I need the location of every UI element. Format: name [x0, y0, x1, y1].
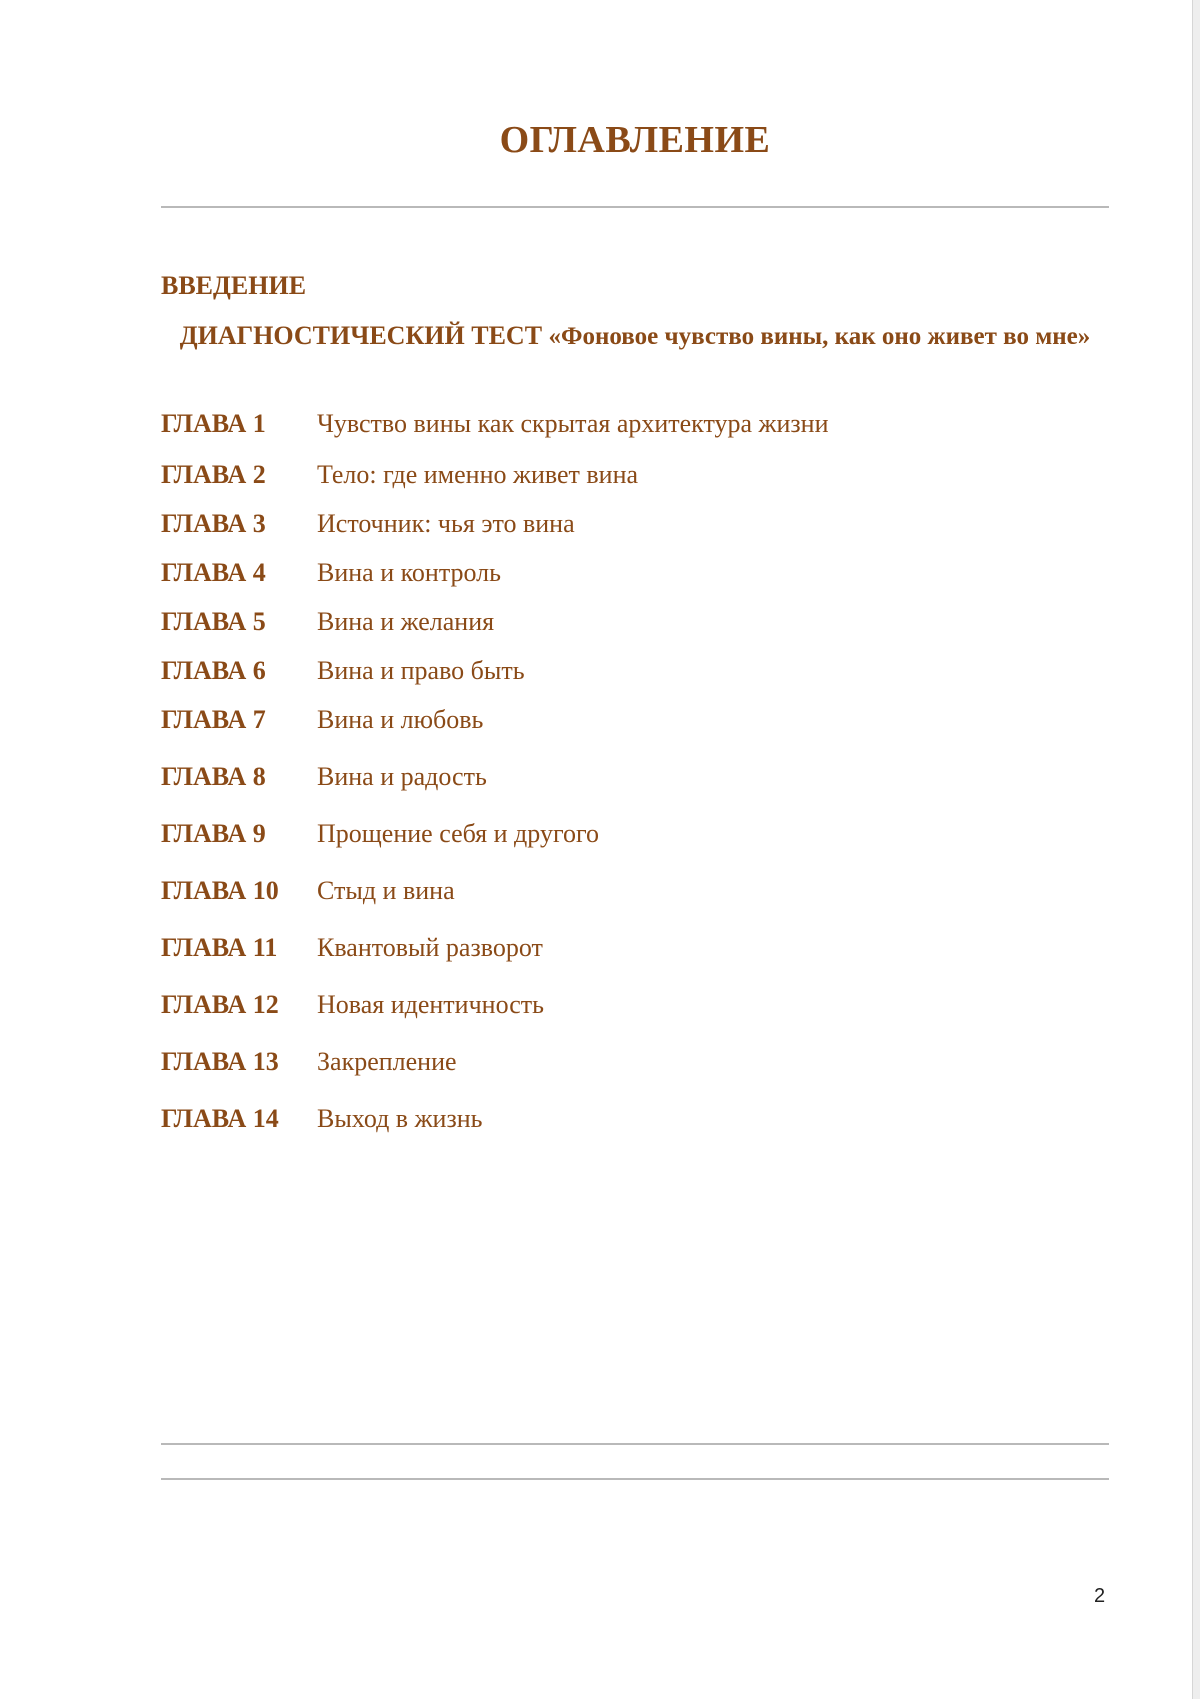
page-number: 2 — [1094, 1585, 1106, 1607]
toc-intro: ВВЕДЕНИЕ — [161, 271, 307, 300]
chapter-number: ГЛАВА 8 — [161, 762, 266, 791]
chapter-title: Квантовый разворот — [317, 933, 543, 962]
chapter-title: Чувство вины как скрытая архитектура жизни — [317, 409, 829, 438]
toc-chapter-6 — [161, 651, 1101, 691]
diagnostic-title: «Фоновое чувство вины, как оно живет во мне» — [548, 323, 1091, 350]
toc-chapter-4 — [161, 553, 1101, 593]
chapter-number: ГЛАВА 14 — [161, 1104, 279, 1133]
title-divider — [161, 206, 1109, 208]
chapter-number: ГЛАВА 7 — [161, 705, 266, 734]
page-title: ОГЛАВЛЕНИЕ — [499, 119, 771, 161]
chapter-number: ГЛАВА 11 — [161, 933, 278, 962]
chapter-title: Стыд и вина — [317, 876, 455, 905]
chapter-number: ГЛАВА 6 — [161, 656, 266, 685]
toc-diagnostic-test — [161, 318, 1109, 355]
chapter-number: ГЛАВА 9 — [161, 819, 266, 848]
chapter-title: Прощение себя и другого — [317, 819, 599, 848]
toc-chapter-2 — [161, 455, 1101, 495]
chapter-title: Тело: где именно живет вина — [317, 460, 639, 489]
footer-divider-upper — [161, 1443, 1109, 1445]
footer-divider-lower — [161, 1478, 1109, 1480]
toc-chapter-14 — [161, 1099, 1101, 1139]
chapter-number: ГЛАВА 1 — [161, 409, 266, 438]
page-edge-shadow — [1193, 0, 1200, 1699]
chapter-title: Выход в жизнь — [317, 1104, 483, 1133]
chapter-number: ГЛАВА 13 — [161, 1047, 279, 1076]
toc-chapter-8 — [161, 757, 1101, 797]
chapter-number: ГЛАВА 12 — [161, 990, 279, 1019]
toc-chapter-5 — [161, 602, 1101, 642]
diagnostic-lead: ДИАГНОСТИЧЕСКИЙ ТЕСТ — [179, 321, 543, 350]
chapter-title: Вина и радость — [317, 762, 487, 791]
chapter-number: ГЛАВА 4 — [161, 558, 266, 587]
toc-chapter-9 — [161, 814, 1101, 854]
chapter-title: Новая идентичность — [317, 990, 544, 1019]
toc-chapter-7 — [161, 700, 1101, 740]
chapter-number: ГЛАВА 2 — [161, 460, 266, 489]
toc-chapter-12 — [161, 985, 1101, 1025]
chapter-number: ГЛАВА 3 — [161, 509, 266, 538]
toc-chapter-13 — [161, 1042, 1101, 1082]
chapter-title: Вина и желания — [317, 607, 495, 636]
chapter-title: Вина и право быть — [317, 656, 525, 685]
chapter-number: ГЛАВА 10 — [161, 876, 279, 905]
toc-chapter-3 — [161, 504, 1101, 544]
chapter-title: Источник: чья это вина — [317, 509, 575, 538]
chapter-title: Закрепление — [317, 1047, 457, 1076]
toc-chapter-11 — [161, 928, 1101, 968]
toc-chapter-1 — [161, 404, 1101, 444]
chapter-number: ГЛАВА 5 — [161, 607, 266, 636]
chapter-title: Вина и контроль — [317, 558, 502, 587]
chapter-title: Вина и любовь — [317, 705, 484, 734]
toc-chapter-10 — [161, 871, 1101, 911]
